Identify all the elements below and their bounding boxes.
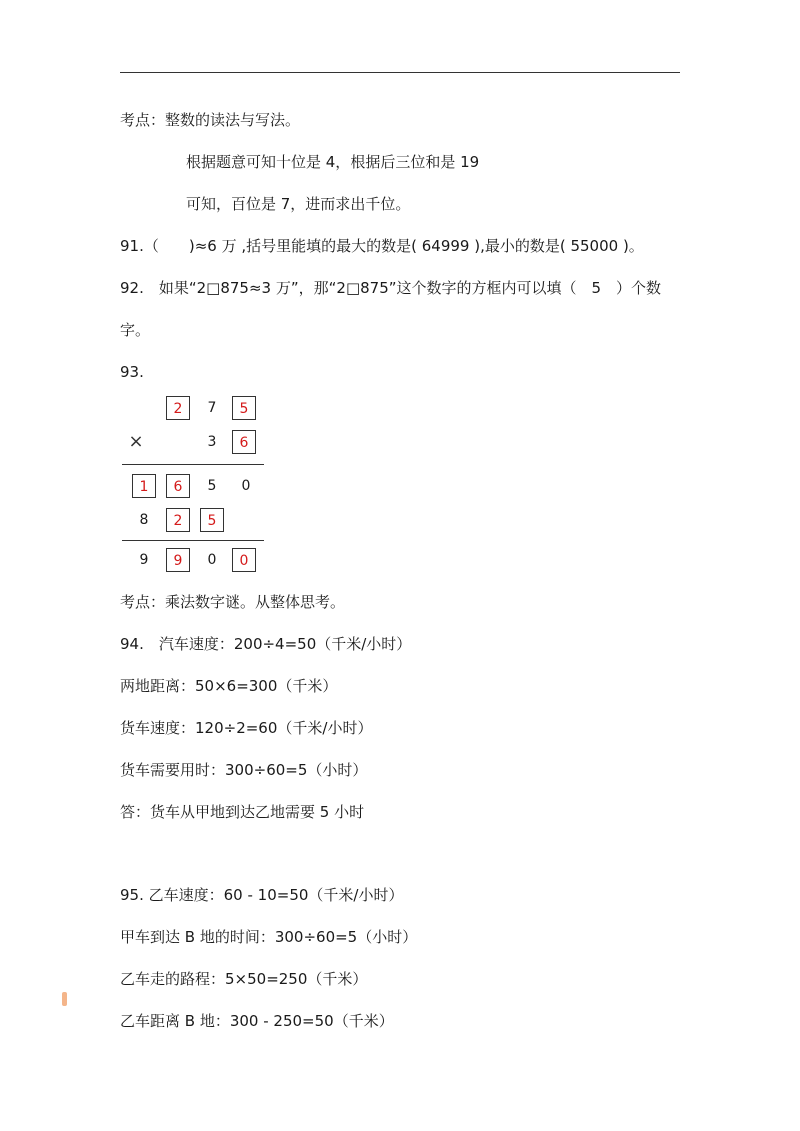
puzzle-digit: 3: [207, 434, 217, 450]
puzzle-digit-box: 0: [232, 548, 256, 572]
puzzle-rule: [122, 464, 264, 465]
puzzle-digit: 0: [207, 552, 217, 568]
question-95-distance: 乙车走的路程：5×50=250（千米）: [120, 970, 368, 988]
puzzle-digit-box: 5: [200, 508, 224, 532]
puzzle-digit-box: 5: [232, 396, 256, 420]
puzzle-digit: 5: [207, 478, 217, 494]
question-94-answer: 答：货车从甲地到达乙地需要 5 小时: [120, 803, 365, 821]
question-91: 91.（ )≈6 万 ,括号里能填的最大的数是( 64999 ),最小的数是( 55000 )。: [120, 237, 644, 255]
question-92-line-1: 92. 如果“2□875≈3 万”，那“2□875”这个数字的方框内可以填（ 5 ）个数: [120, 279, 662, 297]
puzzle-digit-box: 2: [166, 508, 190, 532]
explanation-line-1: 根据题意可知十位是 4，根据后三位和是 19: [186, 153, 480, 171]
kaodian-2: 考点：乘法数字谜。从整体思考。: [120, 593, 346, 611]
explanation-line-2: 可知，百位是 7，进而求出千位。: [186, 195, 411, 213]
puzzle-digit-box: 6: [232, 430, 256, 454]
question-95-time: 甲车到达 B 地的时间：300÷60=5（小时）: [120, 928, 418, 946]
question-94-distance: 两地距离：50×6=300（千米）: [120, 677, 338, 695]
multiply-sign: ×: [128, 431, 144, 452]
question-94-speed: 94. 汽车速度：200÷4=50（千米/小时）: [120, 635, 412, 653]
puzzle-digit-box: 6: [166, 474, 190, 498]
question-93: 93.: [120, 363, 144, 381]
kaodian-1: 考点：整数的读法与写法。: [120, 111, 301, 129]
question-94-truck-speed: 货车速度：120÷2=60（千米/小时）: [120, 719, 373, 737]
puzzle-digit: 9: [139, 552, 149, 568]
scan-smudge: [62, 992, 67, 1006]
puzzle-rule: [122, 540, 264, 541]
puzzle-digit: 0: [241, 478, 251, 494]
question-94-time: 货车需要用时：300÷60=5（小时）: [120, 761, 368, 779]
puzzle-digit-box: 9: [166, 548, 190, 572]
puzzle-digit: 8: [139, 512, 149, 528]
top-rule: [120, 72, 680, 73]
question-92-line-2: 字。: [120, 321, 151, 339]
puzzle-digit-box: 2: [166, 396, 190, 420]
multiplication-puzzle: [120, 392, 270, 582]
question-95-remaining: 乙车距离 B 地：300 - 250=50（千米）: [120, 1012, 394, 1030]
puzzle-digit-box: 1: [132, 474, 156, 498]
question-95-speed: 95. 乙车速度：60 - 10=50（千米/小时）: [120, 886, 404, 904]
puzzle-digit: 7: [207, 400, 217, 416]
